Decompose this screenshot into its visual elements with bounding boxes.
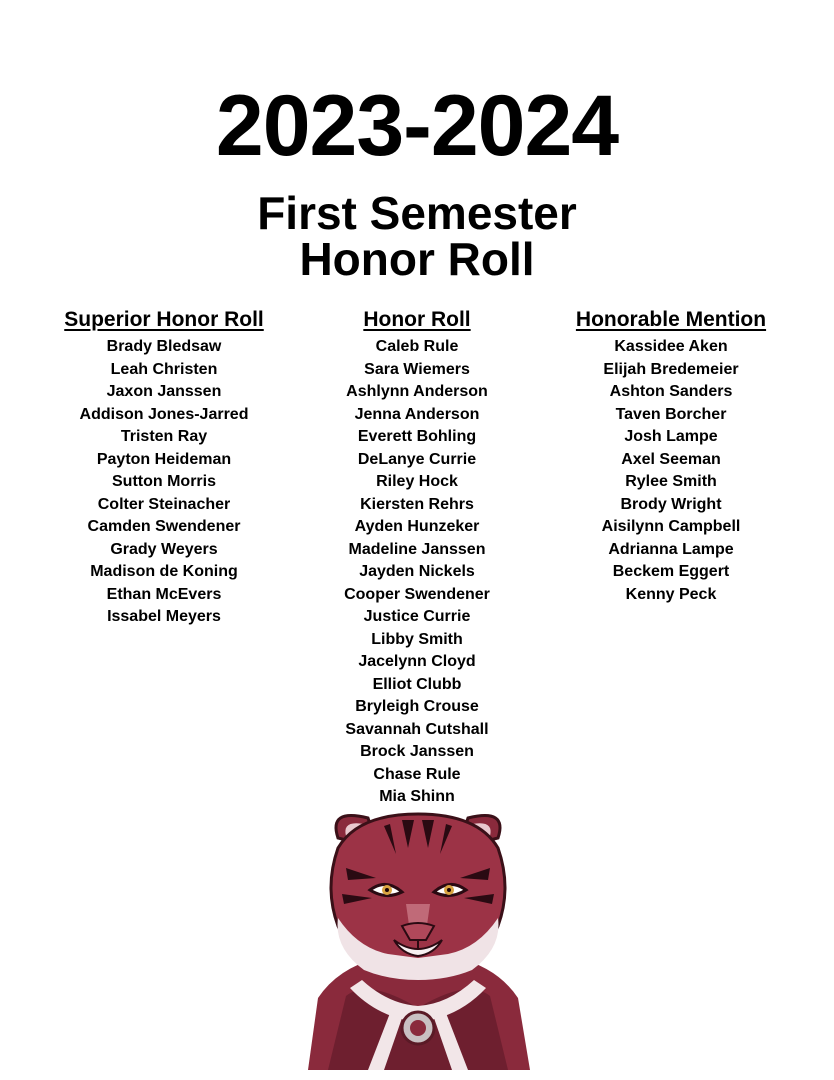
student-name: Brock Janssen xyxy=(360,743,474,760)
student-name: Bryleigh Crouse xyxy=(355,698,479,715)
student-name: Payton Heideman xyxy=(96,450,232,468)
tiger-mascot-icon xyxy=(298,808,538,1070)
student-name: Sutton Morris xyxy=(112,473,216,490)
student-name: Adrianna Lampe xyxy=(608,540,734,558)
student-name: Chase Rule xyxy=(373,765,461,783)
student-name: Beckem Eggert xyxy=(612,563,730,580)
student-name: Ashlynn Anderson xyxy=(346,383,488,400)
student-name: Justice Currie xyxy=(363,608,471,625)
name-list xyxy=(551,336,791,606)
student-name: Brody Wright xyxy=(620,495,722,513)
student-name: Kenny Peck xyxy=(625,585,717,603)
student-name: Brady Bledsaw xyxy=(106,338,222,355)
student-name: Riley Hock xyxy=(376,473,458,490)
honor-roll-column xyxy=(297,306,537,809)
student-name: Jaxon Janssen xyxy=(106,383,222,400)
student-name: DeLanye Currie xyxy=(357,450,477,468)
student-name: Madison de Koning xyxy=(90,563,238,580)
student-name: Addison Jones-Jarred xyxy=(79,405,249,423)
student-name: Taven Borcher xyxy=(615,405,727,423)
student-name: Tristen Ray xyxy=(120,428,208,445)
student-name: Kassidee Aken xyxy=(614,338,728,355)
superior-honor-roll-column xyxy=(44,306,284,629)
student-name: Jacelynn Cloyd xyxy=(358,653,476,670)
page-title xyxy=(0,187,834,285)
title-line-1: First Semester xyxy=(257,187,577,239)
student-name: Ayden Hunzeker xyxy=(354,518,480,535)
student-name: Savannah Cutshall xyxy=(345,720,489,738)
student-name: Aisilynn Campbell xyxy=(601,518,741,535)
student-name: Jenna Anderson xyxy=(354,405,480,423)
student-name: Cooper Swendener xyxy=(344,585,490,603)
student-name: Jayden Nickels xyxy=(359,563,475,580)
student-name: Camden Swendener xyxy=(87,518,241,535)
student-name: Libby Smith xyxy=(371,630,463,648)
column-heading: Honorable Mention xyxy=(575,308,767,331)
name-list xyxy=(297,336,537,809)
name-list xyxy=(44,336,284,629)
student-name: Caleb Rule xyxy=(375,338,459,355)
student-name: Colter Steinacher xyxy=(97,495,231,513)
student-name: Leah Christen xyxy=(110,360,218,378)
student-name: Josh Lampe xyxy=(624,428,718,445)
student-name: Rylee Smith xyxy=(625,473,717,490)
student-name: Mia Shinn xyxy=(379,788,455,805)
student-name: Grady Weyers xyxy=(110,540,218,558)
student-name: Elliot Clubb xyxy=(372,675,462,693)
title-line-2: Honor Roll xyxy=(299,233,535,285)
student-name: Elijah Bredemeier xyxy=(603,360,739,378)
student-name: Everett Bohling xyxy=(357,428,477,445)
student-name: Axel Seeman xyxy=(621,450,721,468)
student-name: Madeline Janssen xyxy=(348,540,486,558)
column-heading: Superior Honor Roll xyxy=(64,308,264,331)
year-heading: 2023-2024 xyxy=(215,78,619,174)
student-name: Sara Wiemers xyxy=(364,360,470,378)
honorable-mention-column xyxy=(551,306,791,606)
column-heading: Honor Roll xyxy=(363,308,471,331)
student-name: Ashton Sanders xyxy=(609,383,733,400)
student-name: Ethan McEvers xyxy=(106,585,222,603)
student-name: Issabel Meyers xyxy=(107,608,221,625)
student-name: Kiersten Rehrs xyxy=(360,495,474,513)
